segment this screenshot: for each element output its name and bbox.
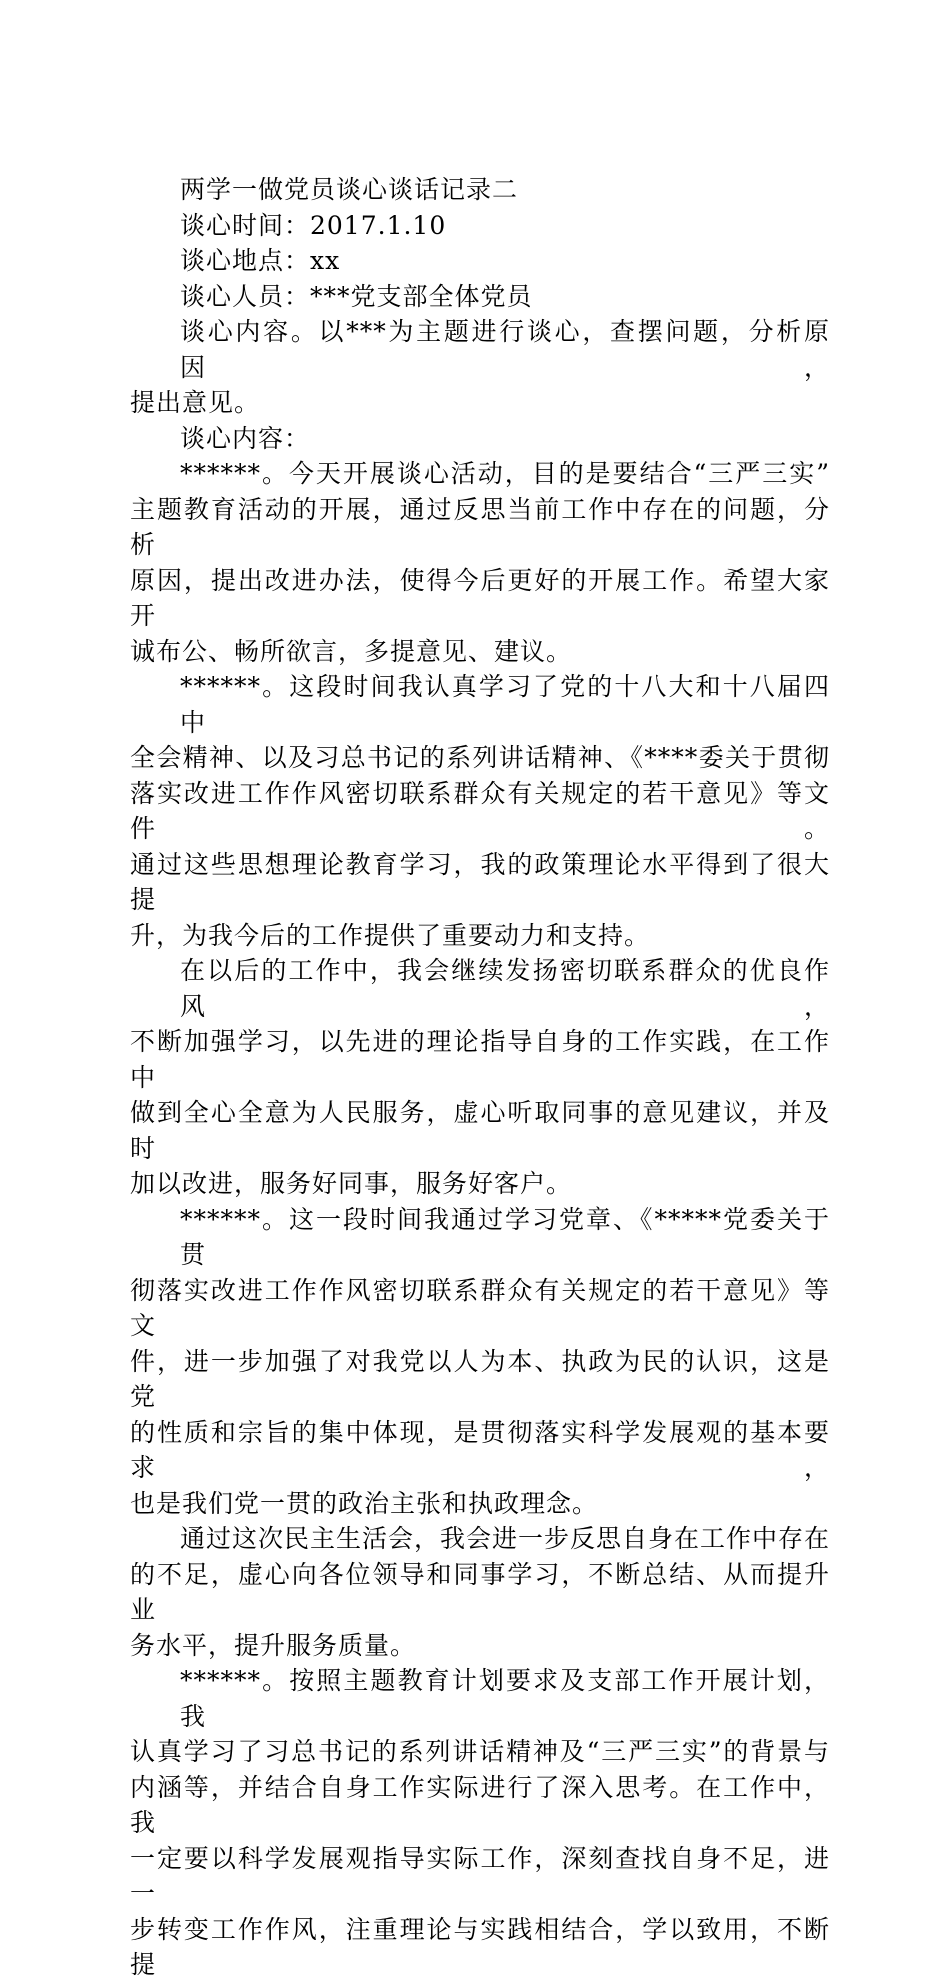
paragraph-line: 的不足，虚心向各位领导和同事学习，不断总结、从而提升业: [130, 1559, 830, 1624]
paragraph-line: 全会精神、以及习总书记的系列讲话精神、《****委关于贯彻: [130, 743, 830, 772]
paragraph-line: 主题教育活动的开展，通过反思当前工作中存在的问题，分析: [130, 494, 830, 559]
talk-time: 谈心时间：2017.1.10: [180, 210, 447, 240]
paragraph-line: 步转变工作作风，注重理论与实践相结合，学以致用，不断提: [130, 1914, 830, 1979]
paragraph-2: [130, 669, 830, 953]
paragraph-line: 诚布公、畅所欲言，多提意见、建议。: [130, 636, 573, 666]
content-intro: [130, 314, 830, 421]
paragraph-line: 做到全心全意为人民服务，虚心听取同事的意见建议，并及时: [130, 1098, 830, 1163]
talk-people: 谈心人员：***党支部全体党员: [180, 281, 533, 311]
paragraph-line: 升，为我今后的工作提供了重要动力和支持。: [130, 920, 651, 950]
paragraph-line: 不断加强学习，以先进的理论指导自身的工作实践，在工作中: [130, 1027, 830, 1092]
content-label: 谈心内容：: [180, 423, 311, 453]
paragraph-line: 落实改进工作作风密切联系群众有关规定的若干意见》等文件。: [130, 778, 830, 843]
paragraph-line: 加以改进，服务好同事，服务好客户。: [130, 1169, 573, 1198]
talk-place: 谈心地点：xx: [180, 246, 341, 275]
paragraph-line: 一定要以科学发展观指导实际工作，深刻查找自身不足，进一: [130, 1843, 830, 1908]
paragraph-4: [130, 1202, 830, 1522]
paragraph-3: [130, 953, 830, 1202]
paragraph-line: ******。这一段时间我通过学习党章、《*****党委关于贯: [180, 1204, 830, 1269]
paragraph-line: 通过这些思想理论教育学习，我的政策理论水平得到了很大提: [130, 849, 830, 914]
paragraph-line: ******。今天开展谈心活动，目的是要结合“三严三实”: [180, 459, 830, 488]
paragraph-line: 件，进一步加强了对我党以人为本、执政为民的认识，这是党: [130, 1346, 830, 1411]
document-body: [130, 172, 830, 1983]
paragraph-1: [130, 456, 830, 669]
paragraph-line: 通过这次民主生活会，我会进一步反思自身在工作中存在: [180, 1524, 831, 1553]
paragraph-5: [130, 1521, 830, 1663]
paragraph-line: 也是我们党一贯的政治主张和执政理念。: [130, 1488, 599, 1518]
content-intro-line: 谈心内容。以***为主题进行谈心，查摆问题，分析原因，: [180, 317, 830, 382]
paragraph-line: 在以后的工作中，我会继续发扬密切联系群众的优良作风，: [180, 956, 830, 1021]
doc-title: 两学一做党员谈心谈话记录二: [180, 175, 519, 204]
content-intro-line: 提出意见。: [130, 388, 261, 417]
paragraph-line: 的性质和宗旨的集中体现，是贯彻落实科学发展观的基本要求，: [130, 1417, 830, 1482]
paragraph-line: 原因，提出改进办法，使得今后更好的开展工作。希望大家开: [130, 565, 830, 630]
paragraph-line: ******。按照主题教育计划要求及支部工作开展计划，我: [180, 1666, 830, 1731]
paragraph-line: 认真学习了习总书记的系列讲话精神及“三严三实”的背景与: [130, 1737, 830, 1766]
paragraph-line: 彻落实改进工作作风密切联系群众有关规定的若干意见》等文: [130, 1275, 830, 1340]
paragraph-6: [130, 1663, 830, 1983]
paragraph-line: 内涵等，并结合自身工作实际进行了深入思考。在工作中，我: [130, 1772, 830, 1837]
paragraph-line: ******。这段时间我认真学习了党的十八大和十八届四中: [180, 672, 830, 737]
paragraph-line: 务水平，提升服务质量。: [130, 1630, 417, 1660]
